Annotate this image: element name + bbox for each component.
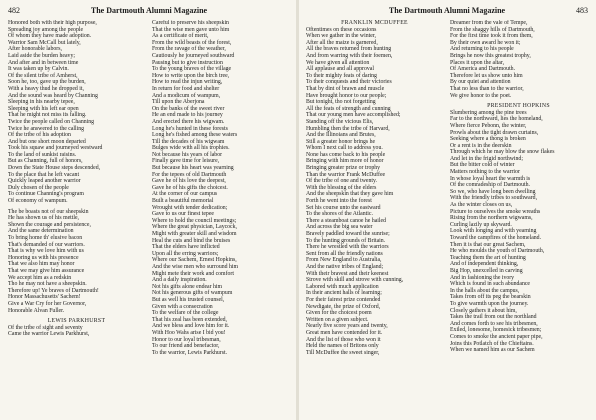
poem-line: There a steamboat canoe he hailed	[306, 217, 386, 224]
poem-line: Written on a given subject.	[306, 316, 369, 323]
poem-line: How to write upon the birch tree,	[152, 72, 230, 79]
poem-line: In the halls about the campus,	[450, 287, 520, 294]
poem-line: And the sheepskin that they gave him	[306, 191, 394, 198]
section-heading: PRESIDENT HOPKINS	[487, 103, 550, 110]
poem-line: Brings he now this greatest trophy,	[450, 52, 531, 59]
poem-line: Forth he went into the forest	[306, 198, 372, 205]
poem-line: Sleeping in his nearby tepee,	[8, 99, 75, 106]
poem-line: Heal the cuts and bind the bruises	[152, 237, 231, 244]
poem-line: Or a rent is in the deerskin	[450, 142, 512, 149]
right-column-1	[306, 20, 443, 416]
poem-line: To the hunting grounds of Britain.	[306, 237, 386, 244]
poem-line: But as Channing, full of honors,	[8, 158, 83, 165]
poem-line: That the wise men gave unto him	[152, 26, 230, 33]
poem-line: Prowls about the tight drawn curtains,	[450, 129, 539, 136]
poem-line: Still a greater honor brings he	[306, 138, 376, 145]
poem-line: Through which he may blow the snow flakes	[450, 149, 555, 156]
section-heading: FRANKLIN MCDUFFEE	[341, 20, 408, 26]
poem-line: And of independent thinking,	[450, 261, 519, 268]
poem-line: From New England to Australia,	[306, 257, 382, 264]
poem-line: Long he's hunted in these forests	[152, 125, 228, 132]
right-page-number: 483	[576, 6, 588, 15]
poem-line: We accept him as a redskin	[8, 274, 72, 281]
poem-line: That his zeal has been extended,	[152, 316, 228, 323]
poem-line: On the banks of the sweet river	[152, 105, 225, 112]
poem-line: And a modicum of wampum,	[152, 92, 221, 99]
poem-line: But the bitter cold of winter	[450, 162, 515, 169]
poem-line: Bringing with him more of honor	[306, 158, 384, 165]
left-column-1	[8, 20, 145, 416]
poem-line: But because his heart was yearning	[152, 165, 234, 172]
poem-line: Twice the people called on Channing	[8, 118, 95, 125]
poem-line: And the Illinoians and Brutes,	[306, 132, 376, 139]
poem-line: It was taken up by Calvin.	[8, 66, 69, 73]
poem-line: Where our Sachem, Ernest Hopkins,	[152, 257, 237, 264]
poem-line: Bringing greater prize or trophy	[306, 165, 381, 172]
poem-line: Might with greater skill and wisdom	[152, 231, 237, 237]
poem-line: From the shaggy hills of Dartmouth,	[450, 26, 535, 33]
poem-line: And after and in between time	[8, 59, 79, 66]
poem-line: To the young braves of the village	[152, 66, 232, 73]
poem-line: To give warmth upon the journey.	[450, 300, 529, 307]
poem-line: That is why we love him with us	[8, 248, 84, 255]
poem-line: Honor Massachusetts' Sachem!	[8, 294, 81, 301]
poem-line: Which is found in such abundance	[450, 281, 531, 288]
poem-line: Came the warrior Lewis Parkhurst,	[8, 331, 90, 338]
poem-line: But as well his trusted counsel,	[152, 296, 225, 303]
right-running-title: The Dartmouth Alumni Magazine	[388, 6, 506, 15]
poem-line: And returning to his people	[450, 46, 514, 53]
poem-line: Newdigate, the prize of Oxford,	[306, 303, 381, 310]
poem-line: Then it is that our great Sachem,	[450, 241, 526, 248]
poem-line: Labored with much application	[306, 283, 379, 290]
poem-line: He an end made to his journey	[152, 112, 223, 119]
left-running-title: The Dartmouth Alumni Magazine	[90, 6, 208, 15]
poem-line: When we gather in the winter,	[306, 33, 376, 40]
poem-line: That he might not miss its falling.	[8, 112, 87, 119]
poem-line: That our young men have accomplished;	[306, 112, 401, 119]
poem-line: Honor to our loyal tribesman,	[152, 336, 221, 343]
poem-line: Therefore up! Ye braves of Dartmouth!	[8, 287, 99, 294]
poem-line: Whom I next call to address you.	[306, 145, 383, 152]
poem-line: For the tepees of old Dartmouth	[152, 171, 227, 178]
poem-line: All applause and all approval	[306, 66, 374, 73]
left-page-header	[8, 5, 290, 17]
poem-line: Slumbering among the pine trees	[450, 109, 527, 116]
poem-line: Teaching them the art of hunting	[450, 254, 526, 261]
poem-line: With the friendly tribes to southward,	[450, 195, 538, 202]
poem-line: Down the State House steps descended,	[8, 165, 101, 172]
poem-line: Long he's fished among these waters	[152, 132, 238, 139]
poem-line: For their fairest prize contended	[306, 296, 381, 303]
poem-line: Tho he may not have a sheepskin.	[8, 281, 87, 288]
poem-line: With their bravest and their keenest	[306, 270, 389, 277]
poem-line: With the blessing of the elders	[306, 184, 377, 191]
poem-line: Finally gave time for leisure,	[152, 158, 220, 165]
poem-line: In whose loyal heart the warmth is	[450, 175, 531, 182]
poem-line: That by dint of brawn and muscle	[306, 85, 385, 92]
poem-line: Honorable Alvan Fuller.	[8, 307, 65, 314]
poem-line: Gave he of his love the deepest,	[152, 178, 226, 185]
right-page-header	[306, 5, 588, 17]
poem-line: Duly chosen of the people	[8, 184, 69, 191]
poem-line: Where fierce Pebonn, the winter,	[450, 122, 527, 129]
poem-line: Seeking where a thong is broken	[450, 136, 526, 143]
poem-line: Till McDuffee the sweet singer,	[306, 349, 380, 356]
poem-line: And the same determination	[8, 228, 74, 235]
poem-line: Honoring us with his presence	[8, 254, 79, 261]
poem-line: Give a War Cry for her Governor,	[8, 300, 87, 307]
poem-line: All the braves returned from hunting	[306, 46, 392, 53]
poem-line: Closely gathers it about him,	[450, 307, 517, 314]
poem-line: That we also him may honor	[8, 261, 75, 268]
poem-line: Dreamer from the vale of Tempe,	[450, 20, 528, 26]
poem-line: Of the silent tribe of Amherst,	[8, 72, 78, 79]
poem-line: By their own award he won it;	[450, 39, 521, 46]
poem-line: At the corner of our campus	[152, 191, 218, 198]
poem-line: To continue Channing's program	[8, 191, 84, 198]
poem-line: Bravely paddled toward the sunrise;	[306, 231, 390, 237]
poem-line: And the wise men who surround him	[152, 263, 238, 270]
poem-line: To the place that he left vacant	[8, 171, 80, 178]
poem-line: But tonight, tho not forgetting	[306, 99, 376, 106]
poem-line: To our friend and benefactor,	[152, 343, 220, 350]
poem-line: Exiled, lonesome, homesick tribesmen;	[450, 327, 542, 334]
poem-line: Humbling then the tribe of Harvard,	[306, 125, 390, 132]
section-heading: LEWIS PARKHURST	[47, 318, 106, 325]
poem-line: That's demanded of our warriors.	[8, 241, 85, 248]
poem-line: To bring home th' elusive bacon	[8, 235, 83, 241]
poem-line: Built a beautiful memorial	[152, 198, 214, 205]
poem-line: Comes to smoke the ancient paper pipe,	[450, 333, 543, 340]
left-column-2	[152, 20, 289, 416]
poem-line: Shown the courage and persistence,	[8, 221, 91, 228]
poem-line: To the shores of the Atlantic.	[306, 211, 373, 218]
poem-line: And the list of those who won it	[306, 336, 381, 343]
poem-line: He has shown us of his mettle,	[8, 215, 80, 222]
poem-line: And we bless and love him for it.	[152, 323, 230, 330]
poem-line: Set his course unto the eastward	[306, 204, 381, 211]
poem-line: None has come back to his people	[306, 151, 386, 158]
poem-line: There he wrestled with the warriors	[306, 244, 389, 251]
poem-line: That we may give him assurance	[8, 267, 85, 274]
poem-line: To their mighty feats of daring	[306, 72, 377, 79]
poem-line: Have brought honor to our people;	[306, 92, 387, 99]
poem-line: Joins this Potlatch of the Chieftains.	[450, 340, 534, 347]
poem-line: Till upon the Aberjona	[152, 99, 205, 106]
poem-line: Rising from the northern wigwams,	[450, 215, 533, 222]
poem-line: Of America and Dartmouth.	[450, 66, 516, 73]
poem-line: And but one short moon departed	[8, 138, 86, 145]
poem-line: Gave he of his gifts the choicest.	[152, 184, 228, 191]
poem-line: Took his squaw and journeyed westward	[8, 145, 103, 152]
poem-line: Big Hop, unexcelled in carving	[450, 267, 523, 274]
poem-line: Of economy of wampum.	[8, 198, 68, 205]
poem-line: After honorable labors,	[8, 46, 62, 53]
poem-line: That the elders have inflicted	[152, 244, 220, 251]
poem-line: From the ravage of the weather,	[152, 46, 226, 53]
poem-line: Careful to preserve his sheepskin	[152, 20, 229, 26]
poem-line: Where the great physician, Laycock,	[152, 224, 237, 231]
left-page-number: 482	[8, 6, 20, 15]
poem-line: Wrought with tender dedication;	[152, 204, 228, 211]
poem-line: Not his gifts alone endear him	[152, 283, 223, 290]
poem-line: Not his generous gifts of wampum	[152, 290, 233, 297]
poem-line: He who moulds the youth of Dartmouth,	[450, 248, 545, 255]
poem-line: We give honor to the poet.	[450, 92, 512, 99]
poem-line: Matters nothing to the warrior	[450, 169, 520, 176]
poem-line: Takes the trail from out the northland	[450, 314, 537, 321]
poem-line: And let in the frigid northwind;	[450, 155, 523, 162]
poem-line: Oftentimes on these occasions	[306, 26, 377, 33]
poem-line: Strove with skill and strove with cunning,	[306, 277, 404, 284]
poem-line: Cautiously he journeyed southward	[152, 52, 235, 59]
poem-line: Pausing but to give instruction	[152, 59, 223, 66]
poem-line: Of the comradeship of Dartmouth.	[450, 182, 531, 189]
poem-line: Therefore let us show unto him	[450, 72, 523, 79]
poem-line: Of the tribe of sight and seventy	[8, 324, 83, 331]
poem-line: Given for the choicest poem	[306, 310, 372, 317]
poem-line: Than the warrior Frank McDuffee	[306, 171, 386, 178]
poem-line: By our quiet and attention	[450, 79, 511, 86]
poem-line: Curling lazily up skyward.	[450, 221, 512, 228]
poem-line: Quickly leaped another warrior	[8, 178, 81, 185]
poem-line: Not because his years of labor	[152, 151, 223, 158]
poem-line: Honored both with their high purpose,	[8, 20, 97, 26]
poem-line: Soon he, too, gave up the burden,	[8, 79, 86, 86]
poem-line: To the welfare of the college	[152, 310, 219, 317]
poem-line: To the warrior, Lewis Parkhurst.	[152, 349, 228, 356]
poem-line: Twice he answered to the calling	[8, 125, 85, 132]
poem-line: Where to hold the council meetings;	[152, 217, 237, 224]
poem-line: Picture to ourselves the smoke wreaths	[450, 208, 541, 215]
poem-line: Till the decades of his wigwam	[152, 138, 225, 145]
right-page	[298, 0, 596, 420]
poem-line: As a certificate of merit,	[152, 33, 209, 40]
poem-line: From the wild beasts of the forest,	[152, 39, 232, 46]
poem-line: And comes forth to see his tribesmen,	[450, 320, 538, 327]
poem-line: Look with longing and with yearning	[450, 228, 537, 235]
poem-line: Gave to us our finest tepee	[152, 211, 214, 218]
poem-line: When we named him as our Sachem	[450, 347, 535, 354]
poem-line: Warrior Sam McCall but lately,	[8, 39, 81, 46]
poem-line: In return for food and shelter	[152, 85, 220, 92]
poem-line: And from warring with their foemen,	[306, 52, 393, 59]
poem-line: Bulges wide with all his trophies.	[152, 145, 230, 152]
poem-line: Takes from off its peg the bearskin	[450, 294, 531, 301]
poem-line: And the native tribes of England;	[306, 263, 384, 270]
poem-line: With a heavy thud he dropped it,	[8, 85, 84, 92]
poem-line: So we, who have long been dwelling	[450, 188, 536, 195]
poem-line: The be boasts not of our sheepskin	[8, 208, 89, 215]
poem-line: Far to the northward, lies the homeland,	[450, 116, 543, 123]
poem-line: Held the names of Britons only	[306, 343, 379, 350]
poem-line: Sent from all the friendly nations	[306, 250, 383, 257]
poem-line: And the sound was heard by Channing	[8, 92, 98, 99]
poem-line: And erected there his wigwam.	[152, 118, 225, 125]
poem-line: We have given all attention	[306, 59, 370, 66]
poem-line: And a daily inspiration.	[152, 277, 207, 284]
poem-line: Upon all the erring warriors;	[152, 250, 219, 257]
poem-line: All the feats of strength and cunning	[306, 105, 391, 112]
poem-line: Great men have contended for it.	[306, 329, 383, 336]
poem-line: That no less than to the warrior,	[450, 85, 524, 92]
poem-line: Given with a consecration	[152, 303, 213, 310]
poem-line: Of the tribe of one and twenty.	[306, 178, 377, 185]
poem-line: Places it upon the altar,	[450, 59, 505, 66]
poem-line: After all the maize is garnered,	[306, 39, 378, 46]
poem-line: How to read the injun writing,	[152, 79, 223, 86]
poem-line: To the land of sunkist raisins.	[8, 151, 77, 158]
poem-line: Toward the campfires of the homeland.	[450, 235, 542, 241]
poem-line: Of the tribe of his adoption	[8, 132, 71, 139]
poem-line: In their ancient halls of learning;	[306, 290, 382, 297]
poem-line: And in fashioning the ivory	[450, 274, 515, 281]
poem-line: Spreading joy among the people	[8, 26, 84, 33]
poem-line: And across the big sea water	[306, 224, 373, 231]
poem-line: As the winter closes on us,	[450, 202, 513, 209]
poem-line: Of whom they have made adoption.	[8, 33, 92, 40]
poem-line: Might mete their work and comfort	[152, 270, 234, 277]
poem-line: Laid aside the burden heavy;	[8, 52, 75, 59]
poem-line: With Hoo Wahs arise I bid you!	[152, 329, 226, 336]
poem-line: Nearly five score years and twenty,	[306, 323, 388, 330]
poem-line: For the first time took it from them,	[450, 33, 533, 40]
poem-line: To their conquests and their victories	[306, 79, 392, 86]
poem-line: Standing off the vicious Elis,	[306, 118, 374, 125]
poem-line: Sleeping with his left ear open	[8, 105, 79, 112]
right-column-2	[450, 20, 587, 416]
